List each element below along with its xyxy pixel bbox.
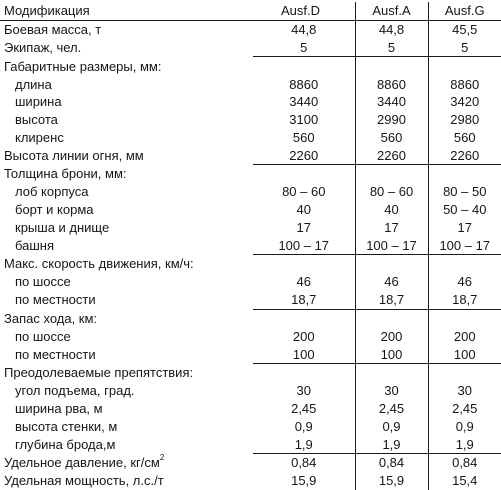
- cell-ausf-d: 1,9: [253, 435, 355, 453]
- cell-ausf-g: 560: [453, 129, 476, 145]
- table-row: [0, 165, 501, 183]
- row-label-text: по шоссе: [15, 328, 71, 344]
- cell-ausf-g: [428, 165, 501, 183]
- cell-ausf-d: 18,7: [253, 291, 355, 309]
- cell-ausf-d: 200: [253, 327, 355, 345]
- row-label: [0, 400, 253, 418]
- cell-ausf-d: [253, 57, 355, 75]
- cell-ausf-a: 2990: [355, 111, 428, 129]
- cell-ausf-a: [355, 255, 428, 273]
- row-label: [0, 219, 253, 237]
- cell-ausf-d: [253, 309, 355, 327]
- table-row: [0, 345, 501, 363]
- row-label-text: лоб корпуса: [15, 184, 89, 200]
- cell-ausf-g: 200: [453, 328, 476, 344]
- cell-ausf-d: [253, 165, 355, 183]
- table-row: [0, 146, 501, 164]
- row-label: [0, 435, 253, 453]
- row-label: [0, 165, 253, 183]
- row-label: [0, 255, 253, 273]
- cell-ausf-g: 46: [457, 274, 472, 290]
- table-row: [0, 400, 501, 418]
- row-label-text: Боевая масса, т: [4, 22, 102, 38]
- header-row: [0, 2, 501, 20]
- table-row: [0, 219, 501, 237]
- header-col-ausf-d: Ausf.D: [253, 2, 355, 20]
- row-label: [0, 93, 253, 111]
- table-row: [0, 309, 501, 327]
- row-label-text: Габаритные размеры, мм:: [4, 58, 162, 74]
- table-row: [0, 39, 501, 57]
- table-row: [0, 417, 501, 435]
- cell-ausf-d: 80 – 60: [253, 183, 355, 201]
- row-label-text: глубина брода,м: [15, 436, 116, 452]
- row-label: [0, 273, 253, 291]
- row-label-text: клиренс: [15, 129, 64, 145]
- table-row: [0, 435, 501, 453]
- header-col-ausf-g: Ausf.G: [428, 2, 501, 20]
- cell-ausf-a: [355, 165, 428, 183]
- cell-ausf-g: 45,5: [452, 22, 478, 38]
- spec-table: [0, 2, 501, 490]
- cell-ausf-d: 8860: [253, 75, 355, 93]
- cell-ausf-g: 2980: [450, 112, 480, 128]
- table-row: [0, 363, 501, 381]
- cell-ausf-a: 200: [355, 327, 428, 345]
- table-row: [0, 291, 501, 309]
- cell-ausf-g: 80 – 50: [443, 184, 487, 200]
- cell-ausf-a: 560: [355, 129, 428, 147]
- row-label-text: ширина рва, м: [15, 400, 103, 416]
- row-label-text: ширина: [15, 94, 62, 110]
- cell-ausf-g: 8860: [450, 76, 480, 92]
- cell-ausf-a: [355, 309, 428, 327]
- row-label: [0, 291, 253, 309]
- cell-ausf-d: 2260: [253, 146, 355, 164]
- row-label-text: Макс. скорость движения, км/ч:: [4, 256, 194, 272]
- cell-ausf-a: 80 – 60: [355, 183, 428, 201]
- table-row: [0, 129, 501, 147]
- cell-ausf-g: [428, 255, 501, 273]
- table-row: [0, 382, 501, 400]
- table-row: [0, 57, 501, 75]
- row-label-text: Высота линии огня, мм: [4, 148, 144, 164]
- cell-ausf-g: 5: [461, 39, 469, 55]
- row-label: [0, 382, 253, 400]
- row-label: [0, 75, 253, 93]
- cell-ausf-d: 40: [253, 201, 355, 219]
- cell-ausf-g: 100 – 17: [439, 237, 491, 253]
- row-label: [0, 146, 253, 164]
- row-label: [0, 183, 253, 201]
- table-row: [0, 273, 501, 291]
- row-label: [0, 345, 253, 363]
- cell-ausf-g: 1,9: [455, 436, 474, 452]
- row-label-text: башня: [15, 238, 55, 253]
- row-label: [0, 111, 253, 129]
- table-row: [0, 453, 501, 471]
- row-label-text: по шоссе: [15, 274, 71, 290]
- cell-ausf-g: 15,4: [452, 473, 478, 489]
- cell-ausf-a: [355, 57, 428, 75]
- row-label-text: Экипаж, чел.: [4, 40, 82, 56]
- row-label: [0, 201, 253, 219]
- cell-ausf-g: 0,9: [455, 418, 474, 434]
- row-label: [0, 417, 253, 435]
- cell-ausf-a: 15,9: [355, 472, 428, 490]
- cell-ausf-d: [253, 363, 355, 381]
- table-row: [0, 93, 501, 111]
- header-col-ausf-a: Ausf.A: [355, 2, 428, 20]
- row-label-text: крыша и днище: [15, 219, 110, 235]
- row-label-text: Запас хода, км:: [4, 310, 98, 326]
- cell-ausf-d: 3100: [253, 111, 355, 129]
- cell-ausf-a: 5: [355, 39, 428, 57]
- cell-ausf-a: 1,9: [355, 435, 428, 453]
- cell-ausf-d: 2,45: [253, 400, 355, 418]
- cell-ausf-d: 46: [253, 273, 355, 291]
- table-row: [0, 183, 501, 201]
- cell-ausf-a: 30: [355, 382, 428, 400]
- row-label-text: Удельная мощность, л.с./т: [4, 473, 164, 489]
- row-label-text: по местности: [15, 346, 96, 362]
- row-label-text: борт и корма: [15, 202, 94, 218]
- row-label-text: высота стенки, м: [15, 418, 118, 434]
- cell-ausf-a: 8860: [355, 75, 428, 93]
- row-label-superscript: 2: [159, 453, 165, 463]
- cell-ausf-g: 2260: [450, 147, 480, 163]
- cell-ausf-g: 2,45: [452, 400, 478, 416]
- cell-ausf-d: 0,84: [253, 453, 355, 471]
- cell-ausf-a: 3440: [355, 93, 428, 111]
- cell-ausf-a: 46: [355, 273, 428, 291]
- row-label-text: высота: [15, 112, 58, 128]
- row-label: [0, 236, 253, 254]
- cell-ausf-g: 30: [457, 383, 472, 399]
- row-label: [0, 57, 253, 75]
- cell-ausf-g: 18,7: [452, 292, 478, 308]
- cell-ausf-a: 40: [355, 201, 428, 219]
- table-row: [0, 201, 501, 219]
- cell-ausf-d: 3440: [253, 93, 355, 111]
- cell-ausf-a: 2,45: [355, 400, 428, 418]
- table-row: [0, 20, 501, 38]
- cell-ausf-d: 560: [253, 129, 355, 147]
- cell-ausf-g: 100: [453, 346, 476, 362]
- row-label-text: Толщина брони, мм:: [4, 166, 127, 182]
- cell-ausf-d: 15,9: [253, 472, 355, 490]
- cell-ausf-g: [428, 363, 501, 381]
- cell-ausf-d: [253, 255, 355, 273]
- cell-ausf-a: 0,9: [355, 417, 428, 435]
- cell-ausf-d: 0,9: [253, 417, 355, 435]
- row-label-text: угол подъема, град.: [15, 383, 135, 399]
- cell-ausf-g: 17: [457, 219, 472, 235]
- row-label-text: Преодолеваемые препятствия:: [4, 365, 194, 381]
- cell-ausf-g: 0,84: [428, 453, 501, 471]
- cell-ausf-g: 3420: [450, 94, 480, 110]
- cell-ausf-d: 5: [253, 39, 355, 57]
- cell-ausf-a: 17: [355, 219, 428, 237]
- row-label: [0, 472, 253, 490]
- row-label: [0, 39, 253, 57]
- row-label: [0, 363, 253, 381]
- cell-ausf-a: 0,84: [355, 453, 428, 471]
- cell-ausf-g: 50 – 40: [443, 202, 487, 218]
- cell-ausf-d: 17: [253, 219, 355, 237]
- table-row: [0, 236, 501, 254]
- row-label: [0, 20, 253, 38]
- table-row: [0, 327, 501, 345]
- row-label: [0, 309, 253, 327]
- cell-ausf-a: 44,8: [355, 20, 428, 38]
- cell-ausf-d: 44,8: [253, 20, 355, 38]
- table-row: [0, 255, 501, 273]
- cell-ausf-d: 100: [253, 345, 355, 363]
- table-row: [0, 75, 501, 93]
- row-label: [0, 453, 253, 471]
- row-label: [0, 327, 253, 345]
- cell-ausf-g: [428, 57, 501, 75]
- row-label: [0, 129, 253, 147]
- cell-ausf-a: [355, 363, 428, 381]
- cell-ausf-g: [428, 309, 501, 327]
- row-label-text: по местности: [15, 292, 96, 308]
- row-label-text: длина: [15, 76, 52, 92]
- table-row: [0, 472, 501, 490]
- row-label-text: Удельное давление, кг/см: [4, 455, 160, 471]
- cell-ausf-a: 100: [355, 345, 428, 363]
- cell-ausf-a: 18,7: [355, 291, 428, 309]
- cell-ausf-d: 100 – 17: [253, 236, 355, 254]
- spec-rows: [0, 20, 501, 489]
- header-label: Модификация: [0, 2, 253, 20]
- cell-ausf-a: 100 – 17: [355, 236, 428, 254]
- table-row: [0, 111, 501, 129]
- cell-ausf-d: 30: [253, 382, 355, 400]
- cell-ausf-a: 2260: [355, 146, 428, 164]
